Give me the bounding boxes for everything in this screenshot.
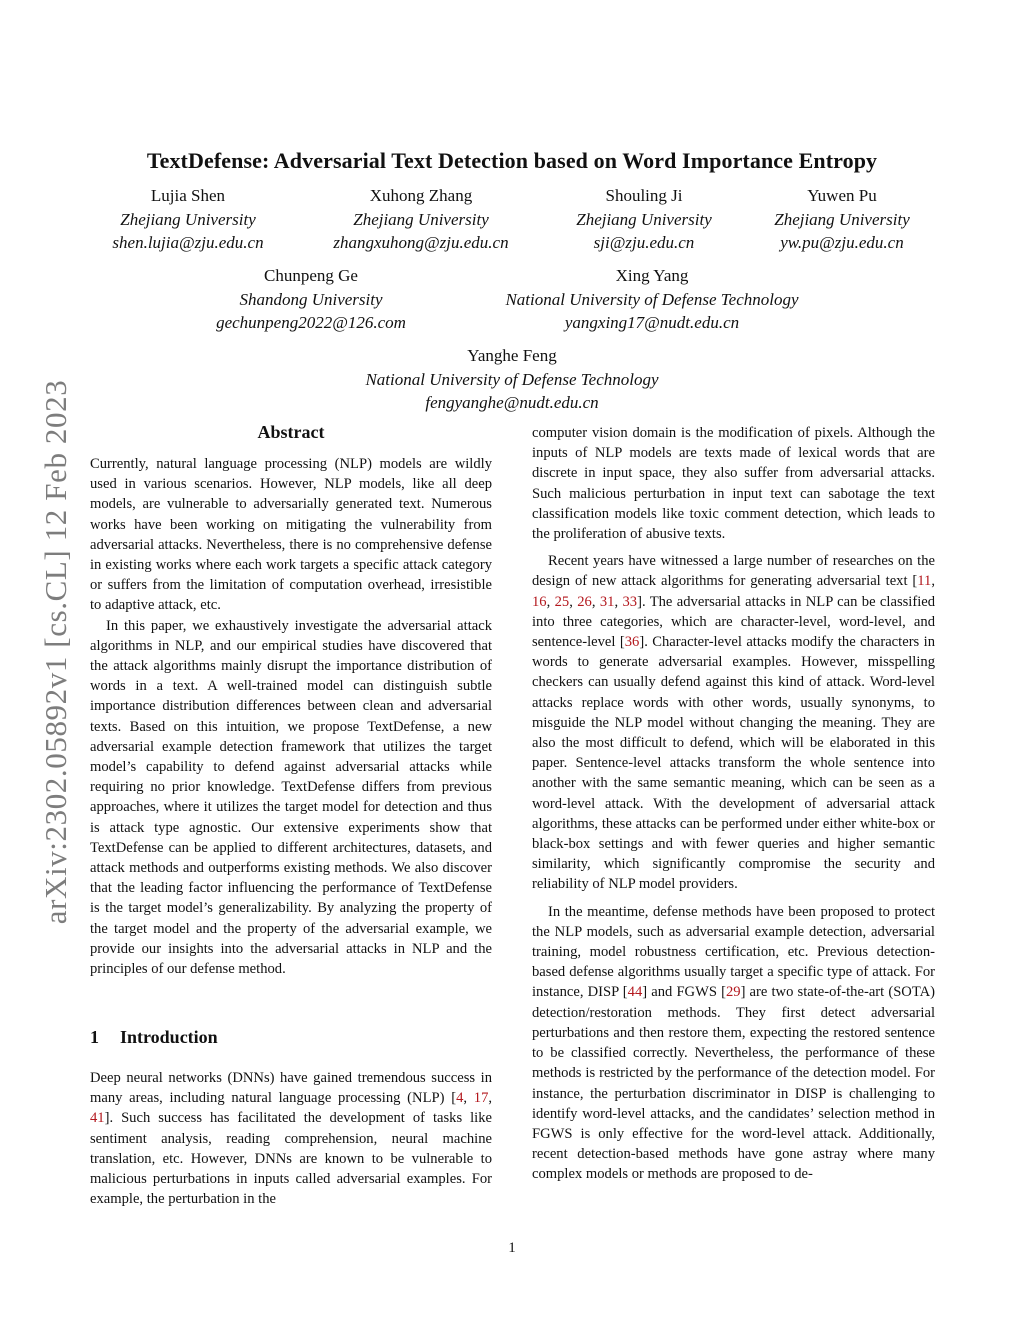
author-block bbox=[306, 184, 536, 255]
intro-paragraph: Deep neural networks (DNNs) have gained tremendous success in many areas, including natural language processing (NLP) [4, 17, 41]. Such success has facilitated the development of tasks like sentiment analysis, reading comprehension, neural machine translation, etc. However, DNNs are known to be vulnerable to malicious perturbations in inputs called adversarial examples. For example, the perturbation in the bbox=[90, 1070, 493, 1208]
text-run: ] and FGWS [ bbox=[642, 984, 726, 1001]
author-name: Yanghe Feng bbox=[467, 346, 557, 365]
text-run: ]. The adversarial attacks in NLP can be classified into three categories, which are character-level, word-level, and sentence-level [ bbox=[532, 593, 936, 651]
text-run: ]. Character-level attacks modify the characters in words to generate adversarial examples. However, misspelling checkers can usually defend against this kind of attack. Word-level attacks replace words with other words, usually synonyms, to misguide the NLP model without changing the meaning. They are also the most difficult to defend, which will be elaborated in this paper. Sentence-level attacks transform the whole sentence into another with the same semantic meaning, which can be seen as a word-level attack. With the development of adversarial attack algorithms, these attacks can be performed under either white-box or black-box settings and with fewer queries and higher semantic similarity, which significantly compromise the security and reliability of NLP model providers. bbox=[532, 634, 935, 893]
paper-title: TextDefense: Adversarial Text Detection based on Word Importance Entropy bbox=[146, 148, 878, 173]
abstract-paragraph: In this paper, we exhaustively investigate the adversarial attack algorithms in NLP, and our empirical studies have discovered that the attack algorithms mainly disrupt the importance distribution of words in a text. A well-trained model can distinguish subtle importance distribution differences between clean and adversarial texts. Based on this intuition, we propose TextDefense, a new adversarial example detection framework that utilizes the target model’s capability to defend against adversarial attacks while requiring no prior knowledge. TextDefense differs from previous approaches, where it utilizes the target model for detection and thus is attack type agnostic. Our extensive experiments show that TextDefense can be applied to different architectures, datasets, and attack methods and outperforms existing methods. We also discover that the leading factor influencing the performance of TextDefense is the target model’s generalizability. By analyzing the property of the target model and the property of the adversarial example, we provide our insights into the adversarial attacks in NLP and the principles of our defense method. bbox=[90, 617, 492, 978]
abstract-heading: Abstract bbox=[257, 422, 325, 442]
citation-link[interactable]: 36 bbox=[624, 634, 640, 651]
author-name: Shouling Ji bbox=[605, 186, 683, 205]
author-block bbox=[752, 184, 932, 255]
citation-link[interactable]: 11 bbox=[917, 573, 932, 590]
author-name: Chunpeng Ge bbox=[264, 266, 358, 285]
author-affiliation: Zhejiang University bbox=[774, 209, 910, 229]
author-name: Yuwen Pu bbox=[807, 186, 877, 205]
intro-body bbox=[90, 1068, 492, 1209]
page-number: 1 bbox=[508, 1240, 516, 1256]
author-email: yw.pu@zju.edu.cn bbox=[780, 233, 904, 252]
author-affiliation: Zhejiang University bbox=[120, 209, 256, 229]
text-run: ] are two state-of-the-art (SOTA) detection/restoration methods. They first detect adversarial perturbations and then restore them, expecting the restored sentence to be classified correctly. Nevertheless, the performance of these methods is restricted by the performance of the detection model. For instance, the perturbation discriminator in DISP is challenging to identify word-level attacks, and the candidates’ selection method in FGWS is only effective for the word-level attack. Additionally, recent detection-based methods have gone astray where many complex models or methods are proposed to de- bbox=[532, 984, 935, 1183]
author-email: zhangxuhong@zju.edu.cn bbox=[333, 233, 509, 252]
author-block bbox=[88, 184, 288, 255]
citation-link[interactable]: 4 bbox=[456, 1090, 464, 1107]
author-email: fengyanghe@nudt.edu.cn bbox=[425, 393, 599, 412]
citation-link[interactable]: 44 bbox=[627, 984, 643, 1001]
abstract-paragraph: Currently, natural language processing (NLP) models are wildly used in various scenarios. However, NLP models, like all deep models, are vulnerable to adversarially generated text. Numerous works have been working on mitigating the vulnerability from adversarial attacks. Nevertheless, there is no comprehensive defense in existing works where each work targets a specific attack category or suffers from the limitation of computation overhead, irresistible to adaptive attack, etc. bbox=[90, 456, 492, 614]
section-title: Introduction bbox=[120, 1027, 218, 1047]
right-column bbox=[532, 423, 935, 1185]
author-affiliation: National University of Defense Technology bbox=[365, 369, 659, 389]
body-paragraph bbox=[532, 902, 935, 1185]
citation-link[interactable]: 29 bbox=[725, 984, 741, 1001]
section-number: 1 bbox=[90, 1027, 99, 1047]
author-email: gechunpeng2022@126.com bbox=[216, 313, 406, 332]
author-name: Xing Yang bbox=[615, 266, 689, 285]
author-name: Xuhong Zhang bbox=[369, 186, 473, 205]
author-block bbox=[472, 264, 832, 335]
citation-link[interactable]: 25 bbox=[554, 593, 570, 610]
citation-link[interactable]: 26 bbox=[577, 593, 592, 610]
author-affiliation: National University of Defense Technology bbox=[505, 289, 799, 309]
body-paragraph: computer vision domain is the modification of pixels. Although the inputs of NLP models are texts made of lexical words that are discrete in input space, they also suffer from adversarial attacks. Such malicious perturbation in input text can sabotage the text classification models like toxic comment detection, which leads to the proliferation of abusive texts. bbox=[532, 425, 935, 543]
text-run: In the meantime, defense methods have been proposed to protect the NLP models, such as adversarial example detection, adversarial training, model robustness certification, etc. Previous detection-based defense algorithms usually target a specific type of attack. For instance, DISP [ bbox=[532, 903, 935, 1001]
section-heading bbox=[90, 1027, 218, 1048]
author-email: sji@zju.edu.cn bbox=[593, 233, 695, 252]
author-email: yangxing17@nudt.edu.cn bbox=[564, 313, 740, 332]
author-block bbox=[201, 264, 421, 335]
citation-link[interactable]: 16 bbox=[532, 593, 547, 610]
body-paragraph: Recent years have witnessed a large number of researches on the design of new attack algorithms for generating adversarial text [11, 16, 25, 26, 31, 33]. The adversarial attacks in NLP can be classified into three categories, which are character-level, word-level, and sentence-level [36]. Character-level attacks modify the characters in words to generate adversarial examples. However, misspelling checkers can usually defend against this kind of attack. Word-level attacks replace words with other words, usually synonyms, to misguide the NLP model without changing the meaning. They are also the most difficult to defend, which will be elaborated in this paper. Sentence-level attacks transform the whole sentence into another with the same semantic meaning, which can be seen as a word-level attack. With the development of adversarial attack algorithms, these attacks can be performed under either white-box or black-box settings and with fewer queries and higher semantic similarity, which significantly compromise the security and reliability of NLP model providers. bbox=[532, 553, 936, 893]
text-run: Deep neural networks (DNNs) have gained tremendous success in many areas, including natural language processing (NLP) [ bbox=[90, 1070, 492, 1107]
abstract-body bbox=[90, 454, 492, 979]
citation-link[interactable]: 41 bbox=[90, 1110, 105, 1127]
citation-link[interactable]: 17 bbox=[473, 1090, 489, 1107]
author-email: shen.lujia@zju.edu.cn bbox=[112, 233, 264, 252]
author-affiliation: Zhejiang University bbox=[576, 209, 712, 229]
citation-link[interactable]: 33 bbox=[622, 593, 638, 610]
text-run: ]. Such success has facilitated the development of tasks like sentiment analysis, reading comprehension, neural machine translation, etc. However, DNNs are known to be vulnerable to malicious perturbations in inputs called adversarial examples. For example, the perturbation in the bbox=[90, 1110, 492, 1208]
author-block bbox=[554, 184, 734, 255]
author-affiliation: Shandong University bbox=[239, 289, 383, 309]
citation-link[interactable]: 31 bbox=[599, 593, 615, 610]
author-affiliation: Zhejiang University bbox=[353, 209, 489, 229]
author-block bbox=[332, 344, 692, 415]
arxiv-stamp-text: arXiv:2302.05892v1 [cs.CL] 12 Feb 2023 bbox=[38, 379, 73, 925]
author-name: Lujia Shen bbox=[150, 186, 226, 205]
text-run: Recent years have witnessed a large number of researches on the design of new attack algorithms for generating adversarial text [ bbox=[532, 553, 935, 590]
